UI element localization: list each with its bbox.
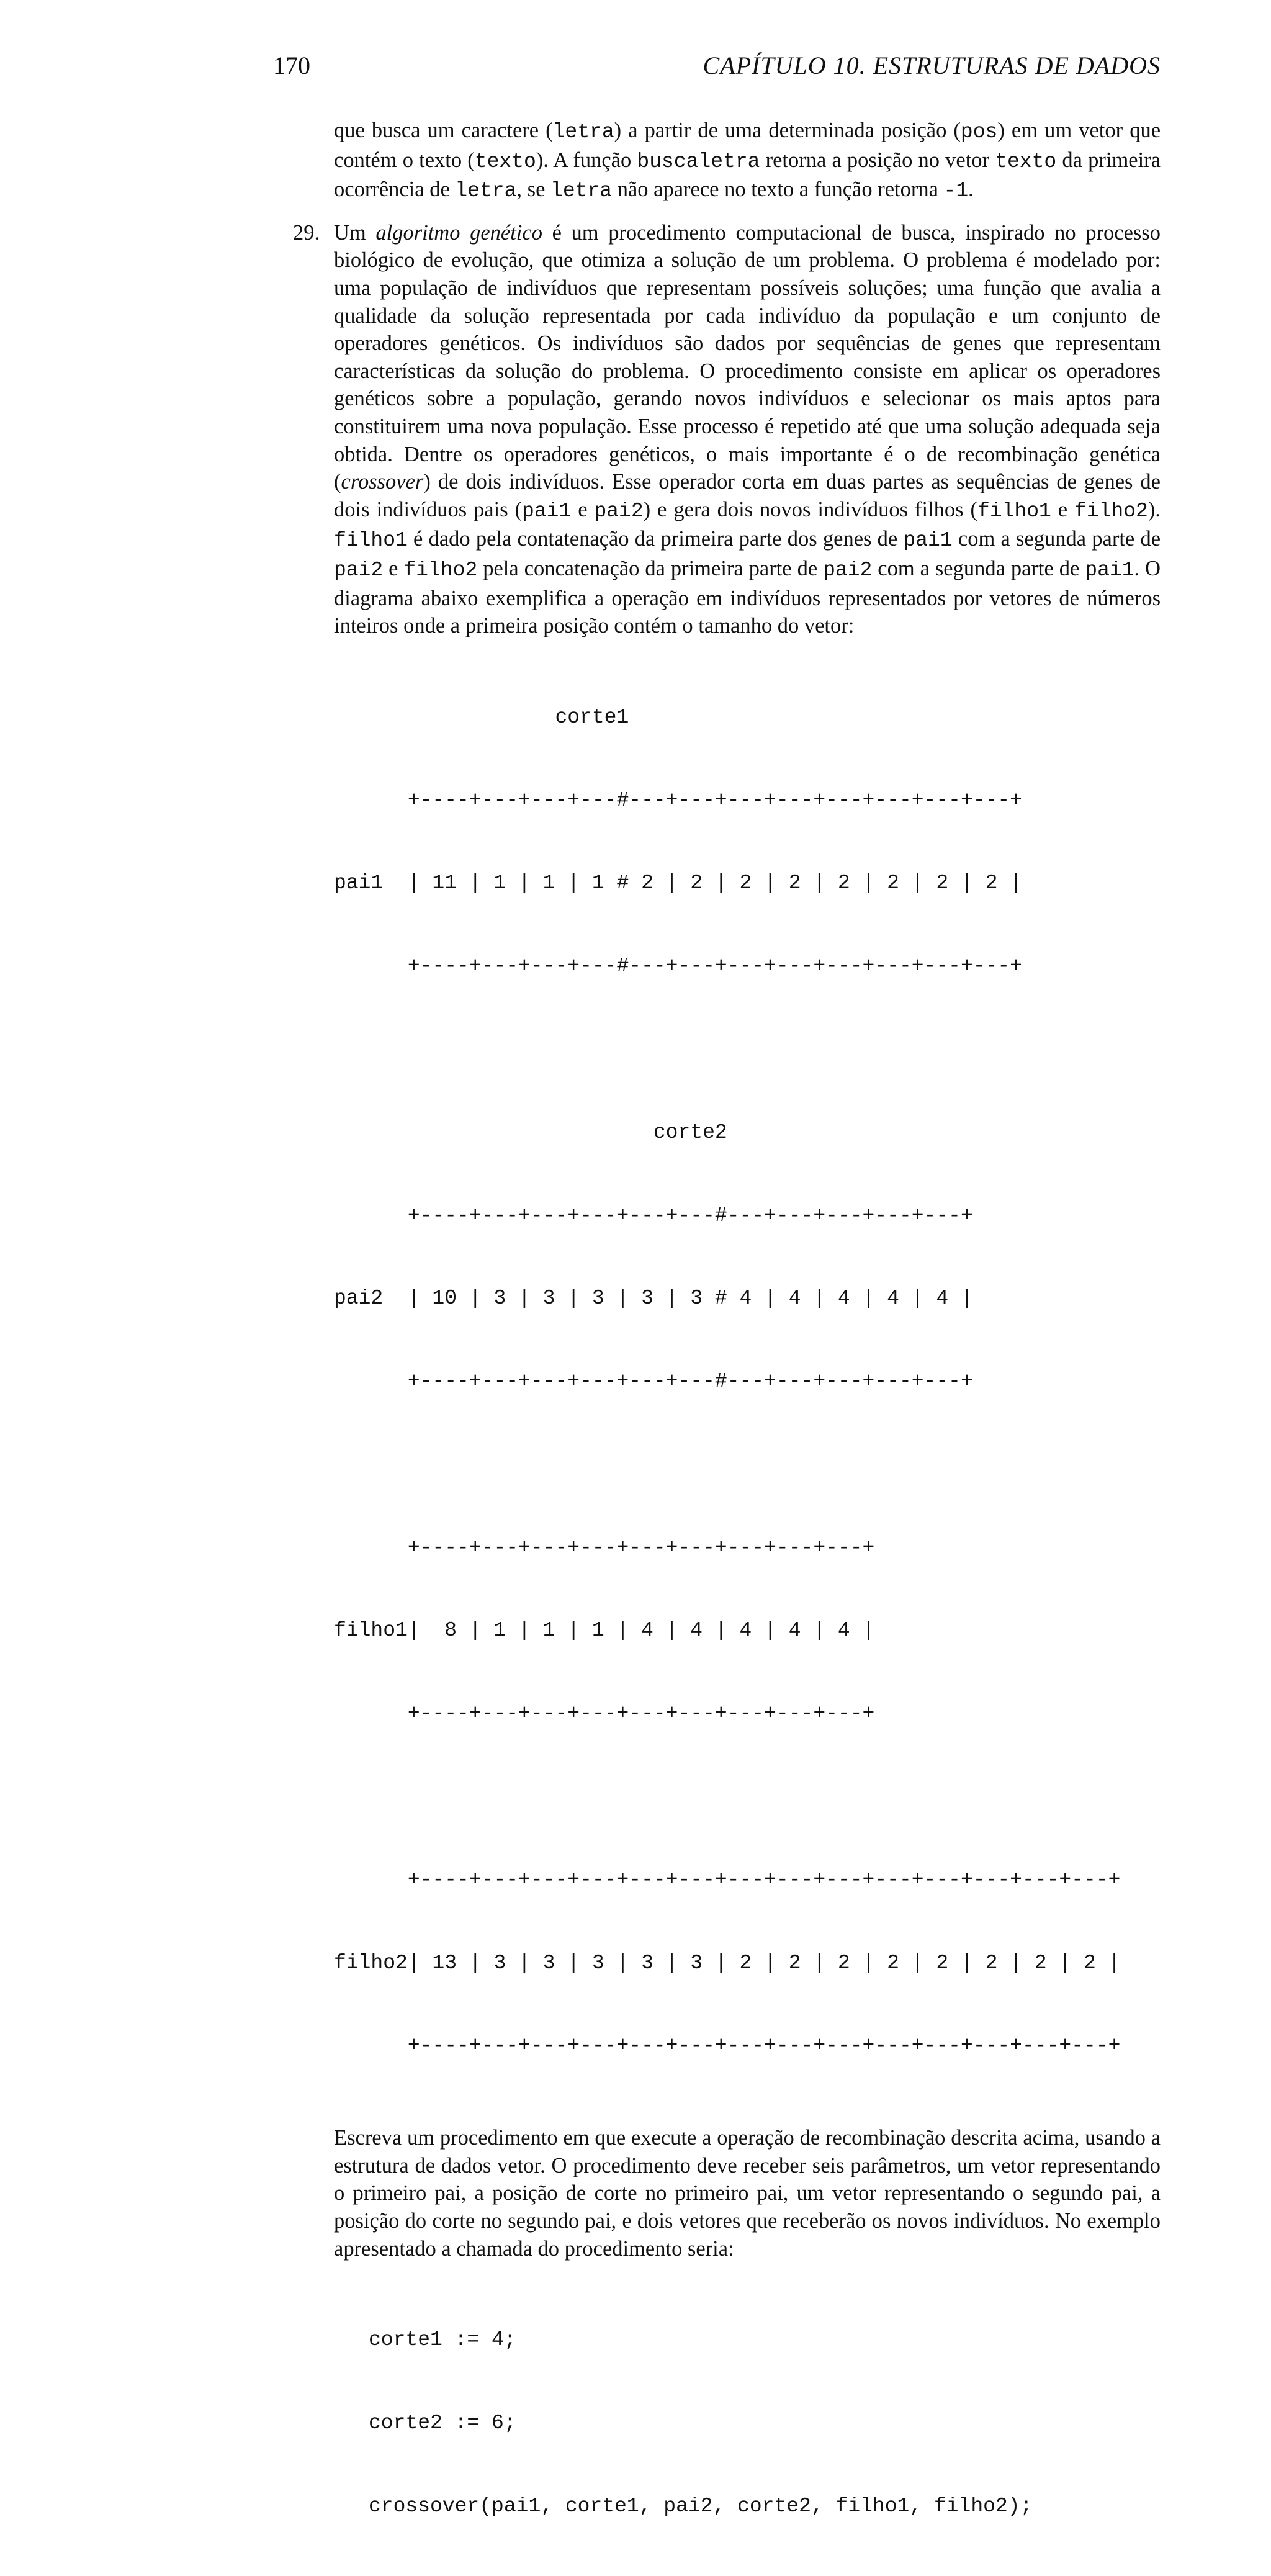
code-line: crossover(pai1, corte1, pai2, corte2, filho1, filho2); [369,2494,1033,2518]
code-line: corte1 := 4; [369,2328,516,2352]
crossover-diagram [334,649,1161,2115]
code-term: pai2 [334,558,384,582]
code-term: pai1 [522,499,572,523]
code-term: pai2 [823,558,873,582]
exercise-number: 29. [293,220,320,245]
code-term: letra [550,179,613,203]
diagram-row-filho1: filho1| 8 | 1 | 1 | 1 | 4 | 4 | 4 | 4 | 4 | [334,1619,875,1642]
code-term: filho1 [977,499,1051,523]
page-number: 170 [273,52,310,79]
diagram-border: +----+---+---+---#---+---+---+---+---+---+---+---+ [334,788,1022,812]
italic-term: crossover [341,470,424,494]
code-term: pos [960,120,998,143]
code-term: texto [995,150,1057,173]
code-example [334,2271,1161,2576]
diagram-row-filho2: filho2| 13 | 3 | 3 | 3 | 3 | 3 | 2 | 2 | 2 | 2 | 2 | 2 | 2 | 2 | [334,1951,1121,1975]
code-term: buscaletra [637,150,760,173]
diagram-row-pai2: pai2 | 10 | 3 | 3 | 3 | 3 | 3 # 4 | 4 | 4 | 4 | 4 | [334,1287,973,1310]
code-term: letra [552,120,614,143]
page-header [273,51,1161,82]
exercise-29 [293,219,1161,2576]
diagram-border: +----+---+---+---+---+---+---+---+---+ [334,1536,875,1559]
code-term: pai1 [1085,558,1134,582]
instructions-paragraph: Escreva um procedimento em que execute a operação de recombinação descrita acima, usando a estrutura de dados vetor. O procedimento deve receber seis parâmetros, um vetor representando o primeiro pai, a posição de corte no primeiro pai, um vetor representando o segundo pai, a posição do corte no segundo pai, e dois vetores que receberão os novos indivíduos. No exemplo apresentado a chamada do procedimento seria: [334,2126,1161,2261]
diagram-border: +----+---+---+---+---+---#---+---+---+---+---+ [334,1370,973,1394]
page-content [293,117,1161,2576]
intro-paragraph: que busca um caractere (letra) a partir de uma determinada posição (pos) em um vetor que contém o texto (texto). A função buscaletra retorna a posição no vetor texto da primeira ocorrência de letra, se letra não aparece no texto a função retorna -1. [334,119,1161,203]
diagram-border: +----+---+---+---+---+---#---+---+---+---+---+ [334,1204,973,1227]
diagram-border: +----+---+---+---+---+---+---+---+---+ [334,1702,875,1726]
code-term: filho2 [1074,499,1148,523]
diagram-row-pai1: pai1 | 11 | 1 | 1 | 1 # 2 | 2 | 2 | 2 | 2 | 2 | 2 | 2 | [334,871,1022,895]
code-term: filho2 [403,558,478,582]
code-term: -1 [943,179,969,203]
cut-label-corte2: corte2 [334,1120,727,1144]
diagram-border: +----+---+---+---+---+---+---+---+---+---+---+---+---+---+ [334,2034,1121,2058]
code-term: texto [474,150,536,173]
code-term: letra [455,179,517,203]
italic-term: algoritmo genético [375,220,542,245]
code-term: pai1 [903,529,953,552]
exercise-paragraph: Um algoritmo genético é um procedimento computacional de busca, inspirado no processo biológico de evolução, que otimiza a solução de um problema. O problema é modelado por: uma população de indivíduos que representam possíveis soluções; uma função que avalia a qualidade da solução representada por cada indivíduo da população e um conjunto de operadores genéticos. Os indivíduos são dados por sequências de genes que representam características da solução do problema. O procedimento consiste em aplicar os operadores genéticos sobre a população, gerando novos indivíduos e selecionar os mais aptos para constituirem uma nova população. Esse processo é repetido até que uma solução adequada seja obtida. Dentre os operadores genéticos, o mais importante é o de recombinação genética (crossover) de dois indivíduos. Esse operador corta em duas partes as sequências de genes de dois indivíduos pais (pai1 e pai2) e gera dois novos indivíduos filhos (filho1 e filho2). filho1 é dado pela contatenação da primeira parte dos genes de pai1 com a segunda parte de pai2 e filho2 pela concatenação da primeira parte de pai2 com a segunda parte de pai1. O diagrama abaixo exemplifica a operação em indivíduos representados por vetores de números inteiros onde a primeira posição contém o tamanho do vetor: [334,220,1161,638]
code-line: corte2 := 6; [369,2412,516,2435]
code-term: filho1 [334,529,408,552]
diagram-border: +----+---+---+---+---+---+---+---+---+---+---+---+---+---+ [334,1868,1121,1891]
chapter-title: CAPÍTULO 10. ESTRUTURAS DE DADOS [703,52,1161,79]
diagram-border: +----+---+---+---#---+---+---+---+---+---+---+---+ [334,955,1022,978]
code-term: pai2 [594,499,644,523]
cut-label-corte1: corte1 [334,705,629,729]
